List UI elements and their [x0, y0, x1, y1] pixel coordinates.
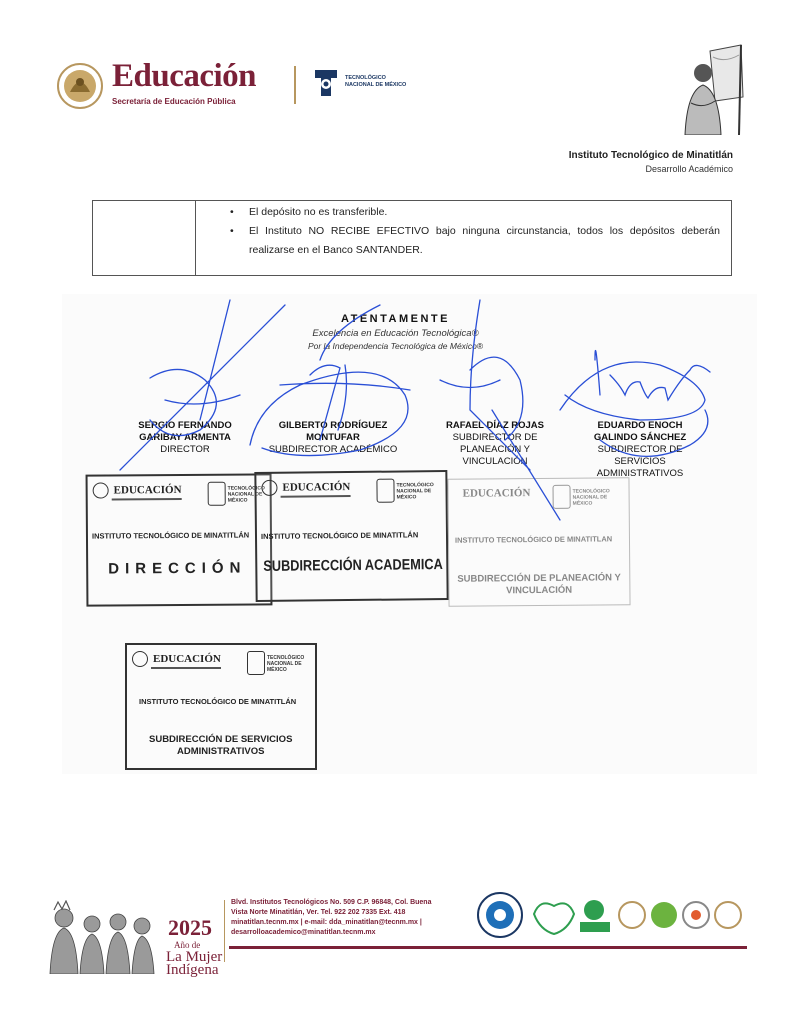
certification-logos: [470, 890, 750, 940]
address-line: Blvd. Institutos Tecnológicos No. 509 C.P. 96848, Col. Buena: [231, 899, 432, 906]
stamp-edu: EDUCACIÓN: [153, 653, 221, 665]
stamp-subdireccion-academica: [254, 470, 448, 602]
signer-name: SERGIO FERNANDO: [138, 420, 232, 431]
year-line-2: La Mujer: [166, 949, 223, 965]
footer-address: [231, 898, 463, 938]
signer-subdirector-planeacion: [420, 420, 570, 468]
stamp-tecnm-icon: [247, 651, 265, 675]
address-line: desarrolloacademico@minatitlan.tecnm.mx: [231, 929, 376, 936]
signer-role: SUBDIRECTOR DE: [597, 444, 683, 455]
stamp-tecnm-text: TECNOLÓGICO NACIONAL DE MÉXICO: [267, 655, 305, 673]
stamp-seal-icon: [93, 482, 109, 498]
stamp-department: [149, 734, 292, 758]
signer-subdirector-servicios: [565, 420, 715, 480]
tecnm-line1: TECNOLÓGICO: [345, 75, 386, 81]
stamp-department: [457, 572, 621, 597]
list-item: • El Instituto NO RECIBE EFECTIVO bajo ninguna circunstancia, todos los depósitos deberán realizarse en el Banco SANTANDER.: [230, 222, 720, 260]
stamp-divider: [281, 495, 351, 498]
stamp-direccion: [86, 473, 273, 606]
year-line-1: Año de: [174, 940, 201, 950]
stamp-department-line: VINCULACIÓN: [506, 584, 573, 597]
stamp-tecnm-icon: [553, 485, 571, 509]
mexico-seal-logo: [56, 62, 104, 110]
indigenous-women-illustration: [42, 900, 160, 974]
stamp-department: DIRECCIÓN: [108, 559, 247, 578]
stamp-institution: INSTITUTO TECNOLÓGICO DE MINATITLÁN: [91, 530, 250, 541]
signer-role: SERVICIOS: [614, 456, 666, 467]
stamp-institution: INSTITUTO TECNOLÓGICO DE MINATITLÁN: [139, 697, 297, 706]
stamp-tecnm-icon: [376, 479, 394, 503]
footer-divider: [224, 900, 225, 962]
signer-role: VINCULACIÓN: [462, 456, 528, 467]
signer-name: EDUARDO ENOCH: [597, 420, 683, 431]
tecnm-line2: NACIONAL DE MÉXICO: [345, 82, 407, 88]
bullet-list: [230, 203, 720, 260]
educacion-logo-word: Educación: [112, 58, 257, 94]
signer-name: GALINDO SÁNCHEZ: [593, 432, 687, 443]
stamp-subdireccion-planeacion: [447, 477, 630, 607]
stamp-institution: INSTITUTO TECNOLÓGICO DE MINATITLÁN: [260, 530, 419, 541]
list-item: • El depósito no es transferible.: [230, 203, 720, 222]
stamp-tecnm-icon: [208, 482, 226, 506]
stamp-divider: [151, 667, 221, 669]
year-line-3: Indígena: [166, 962, 219, 978]
stamp-tecnm-text: TECNOLÓGICO NACIONAL DE MÉXICO: [396, 482, 434, 501]
signer-name: MONTUFAR: [306, 432, 360, 443]
stamp-seal-icon: [261, 480, 277, 496]
stamp-department-line: SUBDIRECCIÓN DE PLANEACIÓN Y: [457, 572, 621, 585]
header-divider: [294, 66, 296, 104]
signer-name: GILBERTO RODRÍGUEZ: [278, 420, 388, 431]
heroine-flag-illustration: [655, 43, 745, 135]
stamp-divider: [112, 498, 182, 500]
address-line: minatitlan.tecnm.mx | e-mail: dda_minatitlan@tecnm.mx |: [231, 919, 422, 926]
stamp-seal-icon: [132, 651, 148, 667]
stamp-institution: INSTITUTO TECNOLÓGICO DE MINATITLAN: [454, 534, 613, 545]
table-column-divider: [195, 200, 196, 276]
closing-atentamente: ATENTAMENTE: [341, 313, 450, 325]
stamp-tecnm-text: TECNOLÓGICO NACIONAL DE MÉXICO: [227, 485, 265, 504]
stamp-tecnm-text: TECNOLÓGICO NACIONAL DE MÉXICO: [572, 488, 610, 507]
stamp-subdireccion-servicios: [125, 643, 317, 770]
closing-motto-1: Excelencia en Educación Tecnológica®: [312, 328, 479, 339]
stamp-edu: EDUCACIÓN: [282, 481, 351, 494]
signer-subdirector-academico: [258, 420, 408, 456]
institution-name: Instituto Tecnológico de Minatitlán: [568, 150, 733, 161]
closing-motto-2: Por la Independencia Tecnológica de México®: [307, 341, 484, 351]
stamp-department: SUBDIRECCIÓN ACADEMICA: [263, 556, 443, 575]
stamp-edu: EDUCACIÓN: [113, 483, 182, 497]
stamp-department-line: ADMINISTRATIVOS: [176, 746, 265, 757]
signer-name: GARIBAY ARMENTA: [139, 432, 231, 443]
signer-role: DIRECTOR: [160, 444, 210, 455]
signer-role: SUBDIRECTOR ACADÉMICO: [268, 444, 398, 455]
stamp-department-line: SUBDIRECCIÓN DE SERVICIOS: [149, 734, 293, 745]
footer-rule: [229, 946, 747, 949]
address-line: Vista Norte Minatitlán, Ver. Tel. 922 202 7335 Ext. 418: [231, 909, 406, 916]
sep-subtitle: Secretaría de Educación Pública: [112, 97, 236, 106]
tecnm-text: [345, 75, 406, 89]
signer-role: ADMINISTRATIVOS: [596, 468, 684, 479]
signer-director: [110, 420, 260, 456]
stamp-edu: EDUCACIÓN: [462, 487, 531, 500]
year-label: 2025: [168, 915, 212, 940]
signer-name: RAFAEL DÍAZ ROJAS: [445, 420, 544, 431]
department-name: Desarrollo Académico: [645, 164, 733, 174]
signer-role: PLANEACIÓN Y: [459, 444, 531, 455]
signer-role: SUBDIRECTOR DE: [452, 432, 538, 443]
tecnm-gear-icon: [311, 66, 341, 100]
